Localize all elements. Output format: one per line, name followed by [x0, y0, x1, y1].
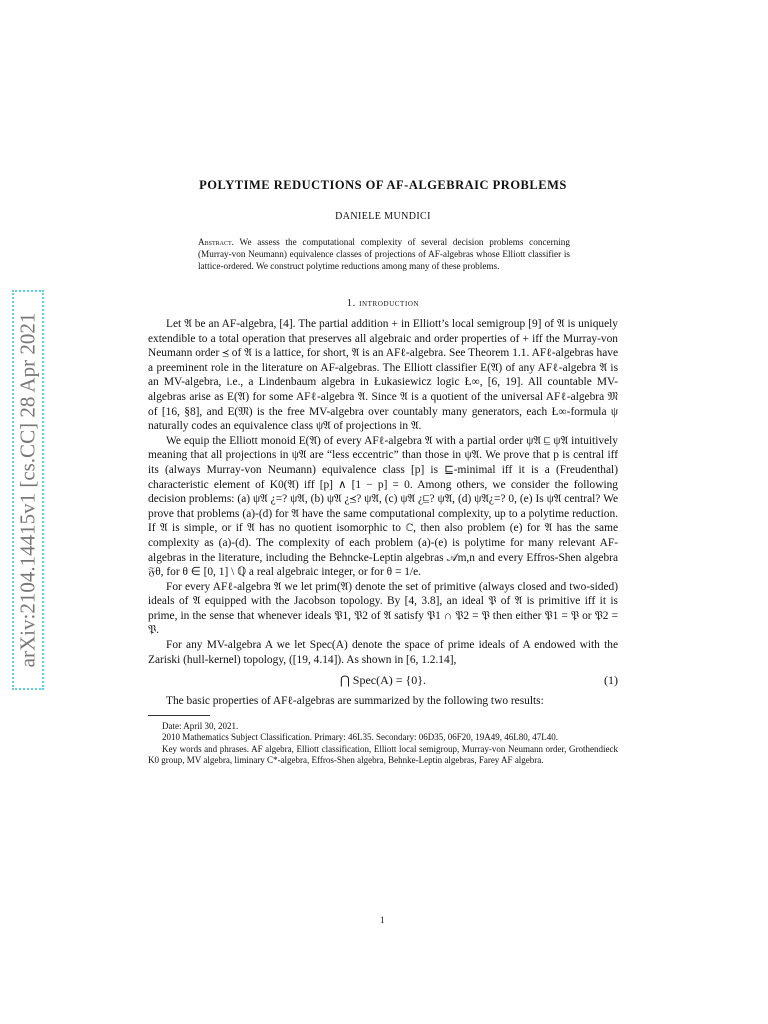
body-paragraph: For every AFℓ-algebra 𝔄 we let prim(𝔄) denote the set of primitive (always closed and two-sided) ideals of 𝔄 equipped with the Jacobson topology. By [4, 3.8], an ideal 𝔓 of 𝔄 is primitive iff it is prime, in the sense that whenever ideals 𝔓1, 𝔓2 of 𝔄 satisfy 𝔓1 ∩ 𝔓2 = 𝔓 then either 𝔓1 = 𝔓 or 𝔓2 = 𝔓.	[148, 580, 618, 637]
paper-page	[148, 178, 618, 766]
footnote-keywords: Key words and phrases. AF algebra, Elliott classification, Elliott local semigroup, Murray-von Neumann order, Grothendieck K0 group, MV algebra, liminary C*-algebra, Effros-Shen algebra, Behnke-Leptin algebras, Farey AF algebra.	[148, 743, 618, 766]
equation-number: (1)	[604, 673, 618, 688]
equation-text: ⋂ Spec(A) = {0}.	[339, 673, 427, 688]
paper-title: POLYTIME REDUCTIONS OF AF-ALGEBRAIC PROBLEMS	[199, 178, 567, 192]
body-paragraph: We equip the Elliott monoid E(𝔄) of every AFℓ-algebra 𝔄 with a partial order ψ𝔄 ⊑ ψ𝔄 intuitively meaning that all projections in ψ𝔄 are “less eccentric” than those in ψ𝔄. We prove that p is central iff its (always Murray-von Neumann) equivalence class [p] is ⊑-minimal iff it is a (Freudenthal) characteristic element of K0(𝔄) iff [p] ∧ [1 − p] = 0. Among others, we consider the following decision problems: (a) ψ𝔄 ¿=? ψ𝔄, (b) ψ𝔄 ¿⪯? ψ𝔄, (c) ψ𝔄 ¿⊑? ψ𝔄, (d) ψ𝔄¿=? 0, (e) Is ψ𝔄 central? We prove that problems (a)-(d) for 𝔄 have the same computational complexity, up to a polytime reduction. If 𝔄 is simple, or if 𝔄 has no quotient isomorphic to ℂ, then also problem (e) for 𝔄 has the same complexity as (a)-(d). The complexity of each problem (a)-(e) is polytime for many relevant AF-algebras in the literature, including the Behncke-Leptin algebras 𝒜m,n and every Effros-Shen algebra 𝔉θ, for θ ∈ [0, 1] \ ℚ a real algebraic integer, or for θ = 1/e.	[148, 434, 618, 579]
footnote-msc: 2010 Mathematics Subject Classification. Primary: 46L35. Secondary: 06D35, 06F20, 19A49, 46L80, 47L40.	[162, 732, 558, 743]
arxiv-stamp-text: arXiv:2104.14415v1 [cs.CC] 28 Apr 2021	[15, 312, 40, 668]
paper-author: DANIELE MUNDICI	[335, 211, 431, 222]
equation	[148, 673, 618, 688]
arxiv-stamp[interactable]	[12, 290, 44, 690]
body-paragraph: For any MV-algebra A we let Spec(A) denote the space of prime ideals of A endowed with the Zariski (hull-kernel) topology, ([19, 4.14]). As shown in [6, 1.2.14],	[148, 639, 618, 666]
abstract-text: We assess the computational complexity of several decision problems concerning (Murray-von Neumann) equivalence classes of projections of AF-algebras whose Elliott classifier is lattice-ordered. We construct polytime reductions among many of these problems.	[198, 237, 570, 271]
page-number: 1	[380, 915, 385, 925]
section-heading: 1. introduction	[346, 298, 420, 309]
abstract-label: Abstract.	[198, 237, 234, 247]
footnote-rule	[148, 715, 210, 716]
body-paragraph: Let 𝔄 be an AF-algebra, [4]. The partial addition + in Elliott’s local semigroup [9] of 𝔄 is uniquely extendible to a total operation that preserves all algebraic and order properties of + iff the Murray-von Neumann order ⪯ of 𝔄 is a lattice, for short, 𝔄 is an AFℓ-algebra. See Theorem 1.1. AFℓ-algebras have a preeminent role in the literature on AF-algebras. The Elliott classifier E(𝔄) of any AFℓ-algebra 𝔄 is an MV-algebra, i.e., a Lindenbaum algebra in Łukasiewicz logic Ł∞, [6, 19]. All countable MV-algebras arise as E(𝔄) for some AFℓ-algebra 𝔄. Since 𝔄 is a quotient of the universal AFℓ-algebra 𝔐 of [16, §8], and E(𝔐) is the free MV-algebra over countably many generators, each Ł∞-formula ψ naturally codes an equivalence class ψ𝔄 of projections in 𝔄.	[148, 318, 618, 433]
abstract	[198, 236, 570, 272]
footnote-date: Date: April 30, 2021.	[162, 720, 239, 731]
body-paragraph: The basic properties of AFℓ-algebras are summarized by the following two results:	[166, 695, 544, 708]
